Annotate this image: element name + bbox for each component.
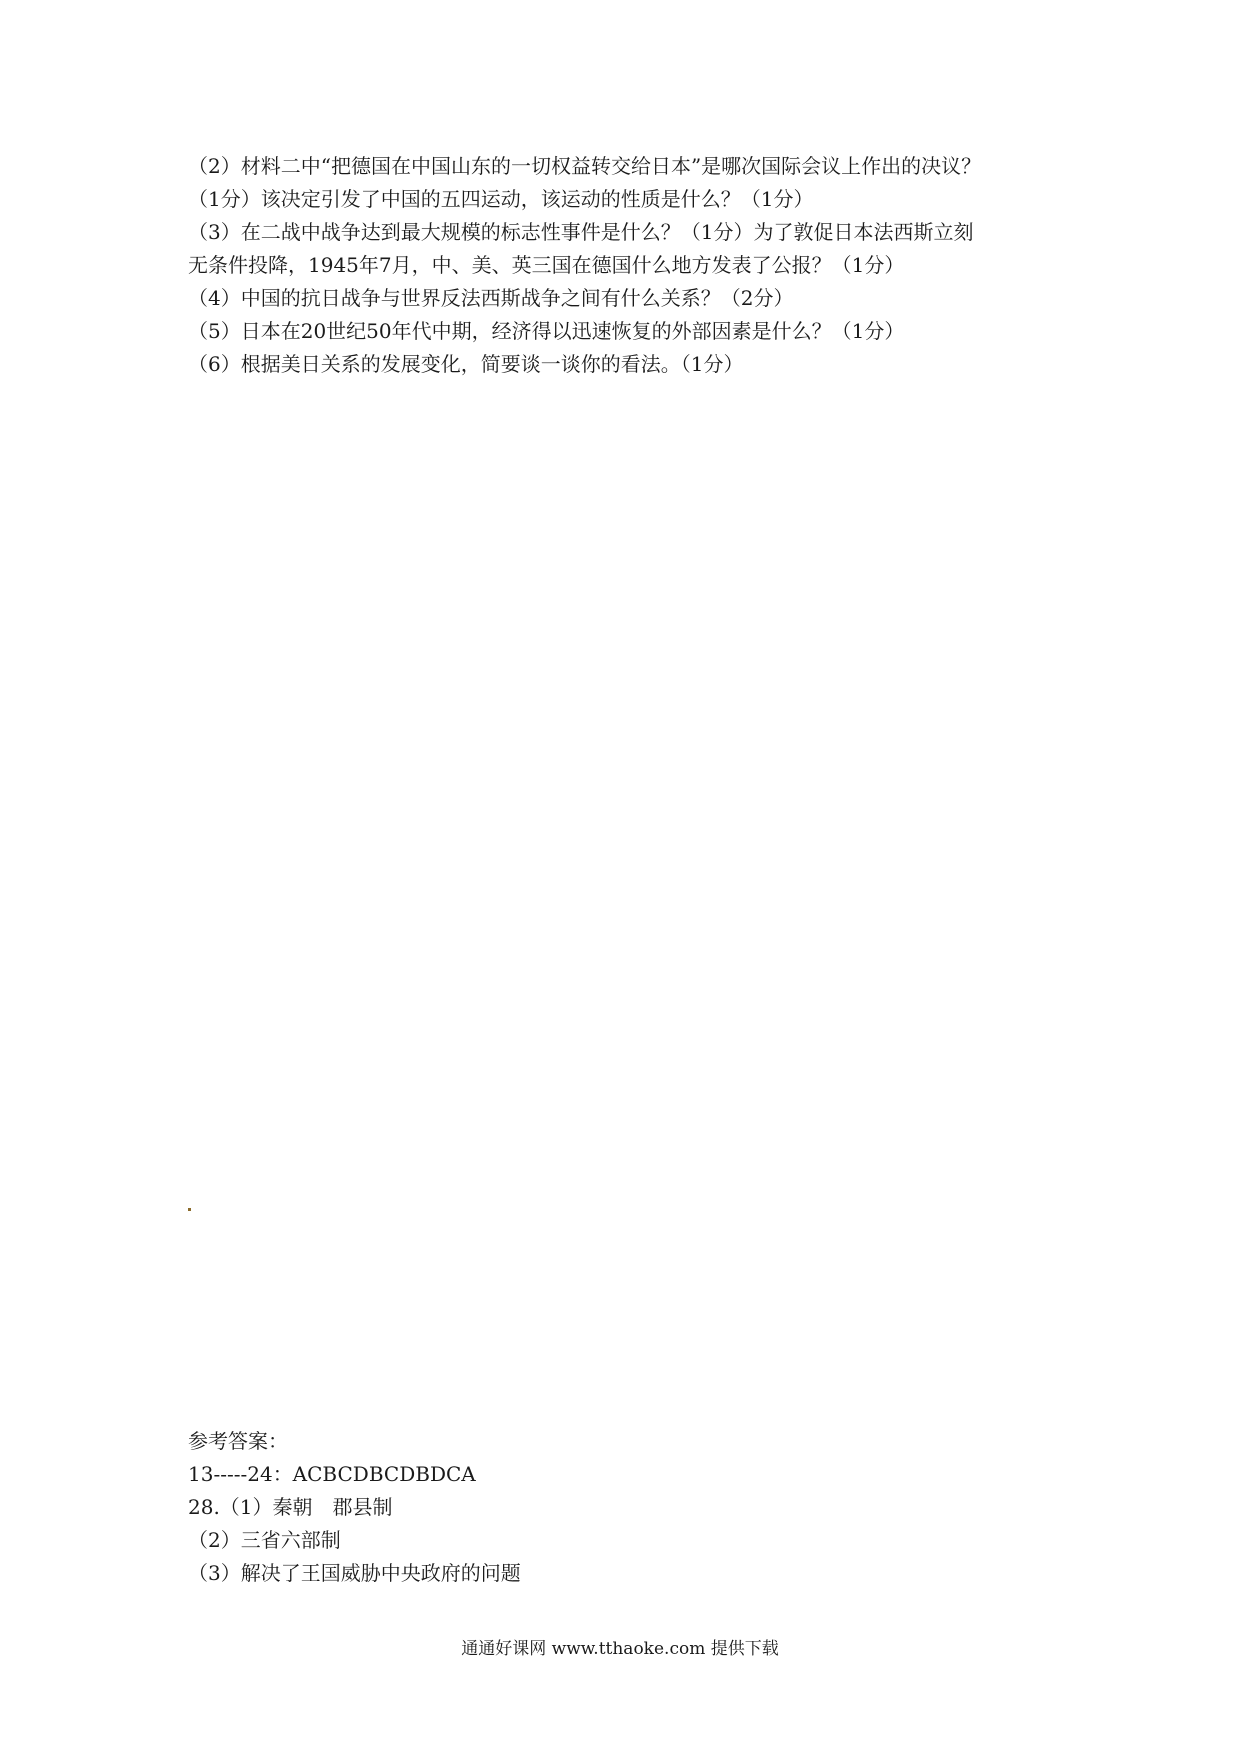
- answer-28-part-1: 28.（1）秦朝 郡县制: [188, 1495, 393, 1519]
- question-6: （6）根据美日关系的发展变化，简要谈一谈你的看法。（1分）: [188, 352, 744, 376]
- question-4: （4）中国的抗日战争与世界反法西斯战争之间有什么关系？（2分）: [188, 286, 794, 310]
- scan-speck: [188, 1208, 191, 1211]
- answer-multiple-choice: 13-----24：ACBCDBCDBDCA: [188, 1462, 476, 1486]
- question-3-line-1: （3）在二战中战争达到最大规模的标志性事件是什么？（1分）为了敦促日本法西斯立刻: [188, 220, 974, 244]
- question-2-line-1: （2）材料二中“把德国在中国山东的一切权益转交给日本”是哪次国际会议上作出的决议？: [188, 154, 982, 178]
- footer-source: 通通好课网 www.tthaoke.com 提供下载: [461, 1639, 779, 1659]
- answer-28-part-2: （2）三省六部制: [188, 1528, 341, 1552]
- answer-28-part-3: （3）解决了王国威胁中央政府的问题: [188, 1561, 521, 1585]
- question-3-line-2: 无条件投降，1945年7月，中、美、英三国在德国什么地方发表了公报？（1分）: [188, 253, 905, 277]
- question-2-line-2: （1分）该决定引发了中国的五四运动，该运动的性质是什么？（1分）: [188, 187, 814, 211]
- answers-heading: 参考答案：: [188, 1429, 288, 1453]
- question-5: （5）日本在20世纪50年代中期，经济得以迅速恢复的外部因素是什么？（1分）: [188, 319, 905, 343]
